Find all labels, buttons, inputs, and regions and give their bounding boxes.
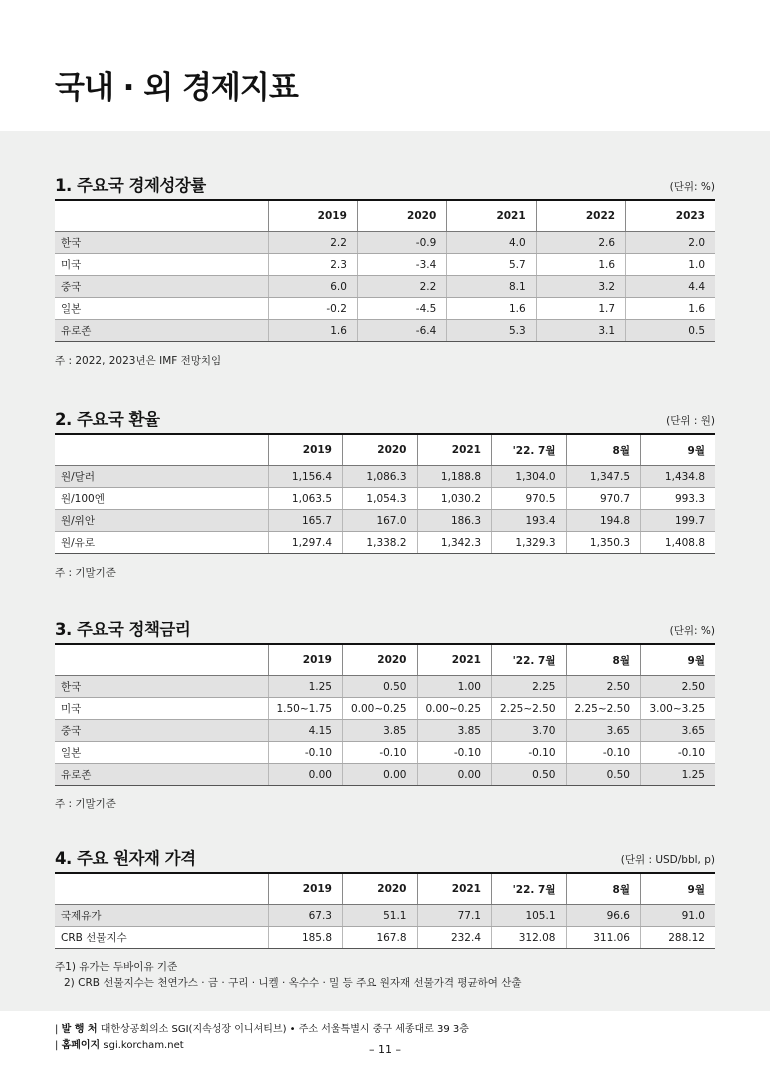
table-cell: -0.10 [566, 742, 641, 764]
table-cell: 1,408.8 [641, 532, 716, 554]
table-cell: 0.00 [417, 764, 492, 786]
page-title: 국내 · 외 경제지표 [55, 70, 298, 106]
bar-mark: | [55, 1040, 59, 1051]
section-title: 1. 주요국 경제성장률 [55, 176, 206, 195]
row-label: 미국 [55, 254, 268, 276]
table-cell: 1,329.3 [492, 532, 567, 554]
commodity-price-table [55, 872, 715, 949]
table-cell: 194.8 [566, 510, 641, 532]
table-cell: 3.70 [492, 720, 567, 742]
table-cell: 8.1 [447, 276, 536, 298]
unit-label: (단위 : USD/bbl, p) [620, 854, 715, 866]
row-label: 유로존 [55, 764, 268, 786]
table-cell: 67.3 [268, 905, 343, 927]
section-commodity-price [55, 845, 715, 995]
section-policy-rate [55, 616, 715, 816]
table-cell: 970.5 [492, 488, 567, 510]
table-cell: 1.00 [417, 676, 492, 698]
unit-label: (단위: %) [669, 181, 715, 193]
table-cell: 96.6 [566, 905, 641, 927]
table-cell: -0.10 [417, 742, 492, 764]
table-cell: 1,342.3 [417, 532, 492, 554]
table-cell: 2.50 [566, 676, 641, 698]
section-title: 3. 주요국 정책금리 [55, 620, 191, 639]
table-cell: -3.4 [357, 254, 446, 276]
table-note: 2) CRB 선물지수는 천연가스 · 금 · 구리 · 니켈 · 옥수수 · 밀 등 주요 원자재 선물가격 평균하여 산출 [64, 977, 522, 989]
table-cell: -0.2 [268, 298, 357, 320]
publisher-line [55, 1020, 469, 1035]
table-cell: 1.6 [626, 298, 715, 320]
table-row [55, 254, 715, 276]
header [0, 0, 770, 131]
table-cell: 165.7 [268, 510, 343, 532]
header-cell: 2019 [268, 644, 343, 676]
table-cell: 1.25 [641, 764, 716, 786]
table-cell: 1.0 [626, 254, 715, 276]
table-cell: 1.25 [268, 676, 343, 698]
table-cell: 51.1 [343, 905, 418, 927]
row-label: 한국 [55, 676, 268, 698]
table-cell: 0.50 [343, 676, 418, 698]
table-cell: 105.1 [492, 905, 567, 927]
header-cell: '22. 7월 [492, 644, 567, 676]
table-cell: 1,347.5 [566, 466, 641, 488]
table-cell: 1.6 [536, 254, 625, 276]
section-title: 4. 주요 원자재 가격 [55, 849, 196, 868]
table-cell: -0.9 [357, 232, 446, 254]
header-cell: 9월 [641, 434, 716, 466]
row-label: 한국 [55, 232, 268, 254]
row-label: 일본 [55, 742, 268, 764]
publisher-label: 발 행 처 [61, 1024, 98, 1035]
header-cell: 2019 [268, 873, 343, 905]
row-label: 원/100엔 [55, 488, 268, 510]
table-cell: 2.2 [357, 276, 446, 298]
section-growth-rate [55, 172, 715, 372]
table-cell: 167.0 [343, 510, 418, 532]
table-cell: 970.7 [566, 488, 641, 510]
header-cell: 9월 [641, 873, 716, 905]
table-cell: 2.0 [626, 232, 715, 254]
table-note: 주 : 기말기준 [55, 798, 116, 810]
exchange-rate-table [55, 433, 715, 554]
header-cell: 2020 [343, 434, 418, 466]
row-label: 일본 [55, 298, 268, 320]
table-row [55, 927, 715, 949]
header-cell: '22. 7월 [492, 873, 567, 905]
table-cell: 1.6 [268, 320, 357, 342]
header-cell [55, 873, 268, 905]
table-row [55, 232, 715, 254]
row-label: 국제유가 [55, 905, 268, 927]
table-cell: 1,188.8 [417, 466, 492, 488]
header-cell: 8월 [566, 644, 641, 676]
header-cell: 2021 [417, 434, 492, 466]
table-row [55, 466, 715, 488]
table-cell: 199.7 [641, 510, 716, 532]
row-label: 미국 [55, 698, 268, 720]
table-cell: 2.25~2.50 [492, 698, 567, 720]
header-cell: 2022 [536, 200, 625, 232]
table-cell: 232.4 [417, 927, 492, 949]
table-cell: 1,054.3 [343, 488, 418, 510]
table-cell: 193.4 [492, 510, 567, 532]
row-label: 중국 [55, 276, 268, 298]
table-cell: 3.65 [641, 720, 716, 742]
table-cell: 3.65 [566, 720, 641, 742]
table-cell: -0.10 [492, 742, 567, 764]
table-cell: 1,338.2 [343, 532, 418, 554]
table-cell: 0.50 [566, 764, 641, 786]
homepage-link[interactable]: sgi.korcham.net [103, 1040, 184, 1051]
table-cell: 2.25~2.50 [566, 698, 641, 720]
header-cell: 8월 [566, 434, 641, 466]
row-label: 원/달러 [55, 466, 268, 488]
table-cell: 3.85 [343, 720, 418, 742]
table-header-row [55, 644, 715, 676]
table-cell: 1,063.5 [268, 488, 343, 510]
table-cell: 0.00~0.25 [343, 698, 418, 720]
header-cell: 2019 [268, 200, 357, 232]
table-header-row [55, 200, 715, 232]
table-cell: 0.00 [268, 764, 343, 786]
table-cell: 312.08 [492, 927, 567, 949]
header-cell: '22. 7월 [492, 434, 567, 466]
table-cell: 3.85 [417, 720, 492, 742]
header-cell [55, 434, 268, 466]
table-cell: 0.00~0.25 [417, 698, 492, 720]
table-row [55, 532, 715, 554]
table-cell: 1.50~1.75 [268, 698, 343, 720]
table-cell: 185.8 [268, 927, 343, 949]
header-cell: 2020 [343, 644, 418, 676]
header-cell [55, 200, 268, 232]
table-cell: 1.7 [536, 298, 625, 320]
unit-label: (단위 : 원) [666, 415, 715, 427]
table-cell: 1,297.4 [268, 532, 343, 554]
table-cell: 288.12 [641, 927, 716, 949]
table-cell: 2.25 [492, 676, 567, 698]
table-cell: 91.0 [641, 905, 716, 927]
unit-label: (단위: %) [669, 625, 715, 637]
table-cell: 2.3 [268, 254, 357, 276]
table-row [55, 742, 715, 764]
table-cell: 3.2 [536, 276, 625, 298]
table-cell: 0.5 [626, 320, 715, 342]
table-cell: 1.6 [447, 298, 536, 320]
header-cell: 9월 [641, 644, 716, 676]
table-cell: 3.00~3.25 [641, 698, 716, 720]
table-cell: 6.0 [268, 276, 357, 298]
table-cell: -4.5 [357, 298, 446, 320]
header-cell [55, 644, 268, 676]
page-number: – 11 – [369, 1043, 401, 1056]
table-cell: -6.4 [357, 320, 446, 342]
table-cell: 0.50 [492, 764, 567, 786]
table-cell: 5.3 [447, 320, 536, 342]
table-note: 주 : 기말기준 [55, 567, 116, 579]
table-cell: 1,350.3 [566, 532, 641, 554]
section-exchange-rate [55, 406, 715, 586]
growth-rate-table [55, 199, 715, 342]
table-cell: 1,086.3 [343, 466, 418, 488]
section-title: 2. 주요국 환율 [55, 410, 160, 429]
table-cell: 2.50 [641, 676, 716, 698]
table-cell: 167.8 [343, 927, 418, 949]
table-cell: -0.10 [268, 742, 343, 764]
table-cell: 1,434.8 [641, 466, 716, 488]
table-cell: 4.4 [626, 276, 715, 298]
homepage-label: 홈페이지 [61, 1040, 101, 1051]
table-row [55, 698, 715, 720]
table-cell: 1,030.2 [417, 488, 492, 510]
bar-mark: | [55, 1024, 59, 1035]
table-header-row [55, 873, 715, 905]
table-row [55, 905, 715, 927]
header-cell: 2020 [357, 200, 446, 232]
header-cell: 2021 [447, 200, 536, 232]
table-cell: 993.3 [641, 488, 716, 510]
row-label: 중국 [55, 720, 268, 742]
table-cell: 77.1 [417, 905, 492, 927]
table-row [55, 676, 715, 698]
table-cell: 2.6 [536, 232, 625, 254]
header-cell: 2023 [626, 200, 715, 232]
table-cell: 4.15 [268, 720, 343, 742]
table-cell: -0.10 [641, 742, 716, 764]
table-row [55, 276, 715, 298]
row-label: 원/유로 [55, 532, 268, 554]
header-cell: 8월 [566, 873, 641, 905]
table-cell: 0.00 [343, 764, 418, 786]
row-label: 유로존 [55, 320, 268, 342]
table-cell: 1,304.0 [492, 466, 567, 488]
table-cell: 311.06 [566, 927, 641, 949]
row-label: CRB 선물지수 [55, 927, 268, 949]
table-row [55, 510, 715, 532]
table-cell: 1,156.4 [268, 466, 343, 488]
header-cell: 2021 [417, 873, 492, 905]
table-row [55, 320, 715, 342]
header-cell: 2020 [343, 873, 418, 905]
table-row [55, 488, 715, 510]
table-cell: 4.0 [447, 232, 536, 254]
table-row [55, 298, 715, 320]
table-cell: 186.3 [417, 510, 492, 532]
table-row [55, 764, 715, 786]
policy-rate-table [55, 643, 715, 786]
row-label: 원/위안 [55, 510, 268, 532]
table-header-row [55, 434, 715, 466]
table-cell: 2.2 [268, 232, 357, 254]
table-cell: 3.1 [536, 320, 625, 342]
table-note: 주 : 2022, 2023년은 IMF 전망치임 [55, 355, 222, 367]
table-row [55, 720, 715, 742]
header-cell: 2019 [268, 434, 343, 466]
header-cell: 2021 [417, 644, 492, 676]
table-cell: -0.10 [343, 742, 418, 764]
table-note: 주1) 유가는 두바이유 기준 [55, 961, 178, 973]
publisher-text: 대한상공회의소 SGI(지속성장 이니셔티브) • 주소 서울특별시 중구 세종대로 39 3층 [100, 1024, 469, 1035]
table-cell: 5.7 [447, 254, 536, 276]
